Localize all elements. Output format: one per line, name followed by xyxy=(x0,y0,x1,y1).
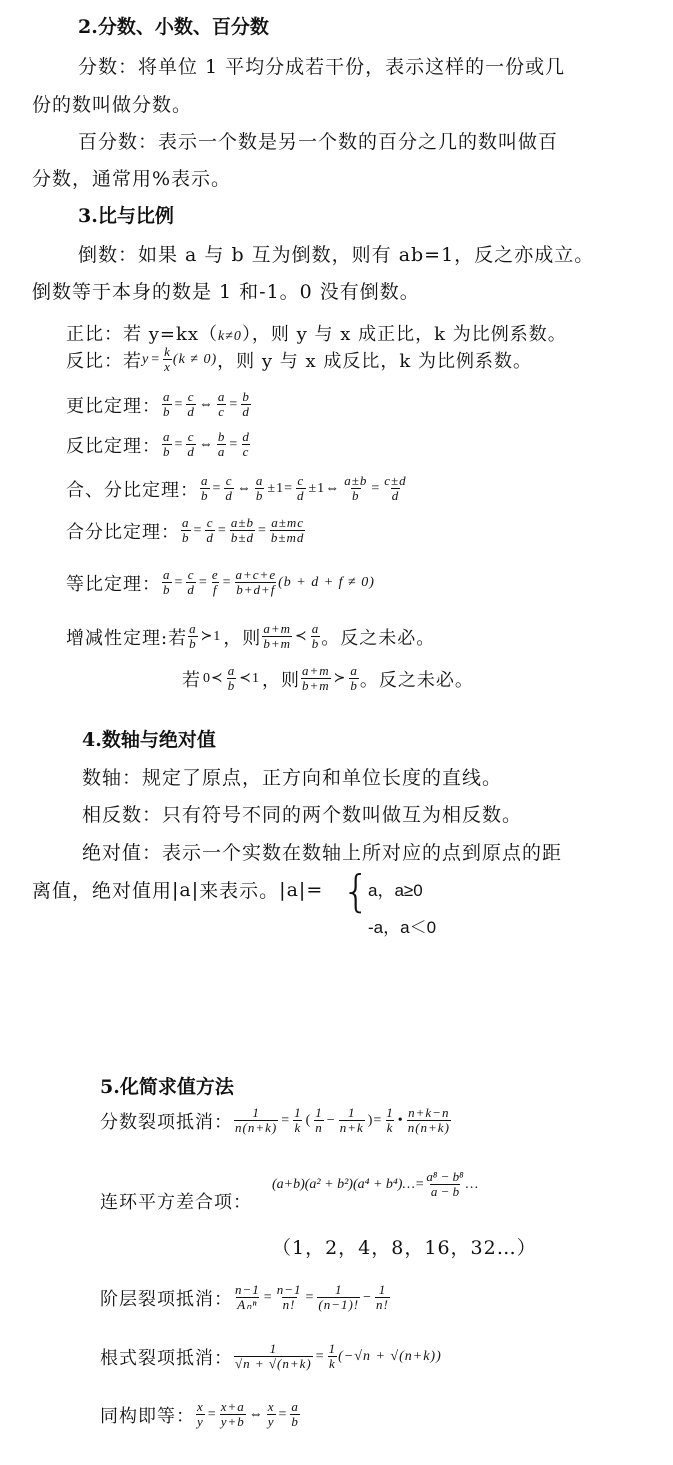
isomorphism-equality: 同构即等： $\frac{x}{y}$ = $\frac{x+a}{y+b}$ ⇔ $\frac{x}{y}$ = $\frac{a}{b}$ xyxy=(100,1399,299,1429)
monotonicity-theorem: 增减性定理:若 $\frac{a}{b}$ ≻1 ，则 $\frac{a+m}{b+m}$ ≺ $\frac{a}{b}$ 。反之未必。 xyxy=(66,621,436,651)
fraction-definition-line1: 分数：将单位 1 平均分成若干份，表示这样的一份或几 xyxy=(78,56,566,78)
abs-case-negative: -a，a＜0 xyxy=(368,918,437,937)
radical-splitting: 根式裂项抵消： $\frac{1}{√n + √(n+k)}$ = $\frac{1}{k}$ (−√n + √(n+k)) xyxy=(100,1341,442,1371)
direct-proportion: 正比：若 y=kx（k≠0），则 y 与 x 成正比，k 为比例系数。 xyxy=(66,324,567,345)
percent-definition-line2: 分数，通常用%表示。 xyxy=(32,168,232,190)
power-sequence: （1，2，4，8，16，32…） xyxy=(272,1237,537,1259)
absolute-value-line2: 离值，绝对值用 | a | 来表示。 | a | = xyxy=(32,878,324,902)
fraction-definition-line2: 份的数叫做分数。 xyxy=(32,94,193,116)
abs-case-positive: a，a≥0 xyxy=(368,881,423,900)
case-brace: { xyxy=(342,866,370,917)
diff-of-squares-formula: (a+b)(a² + b²)(a⁴ + b⁴)…= $\frac{\text{a⁸ − b⁸}}{a - b}$ … xyxy=(272,1169,479,1199)
reciprocal-line2: 倒数等于本身的数是 1 和-1。0 没有倒数。 xyxy=(32,281,420,303)
componendo-theorem: 合分比定理： $\frac{a}{b}$ = $\frac{c}{d}$ = $\frac{a\pm b}{b\pm d}$ = $\frac{a\pm mc}{b\pm md}$ xyxy=(66,515,305,545)
absolute-value-line1: 绝对值：表示一个实数在数轴上所对应的点到原点的距 xyxy=(82,842,563,864)
diff-of-squares-label: 连环平方差合项： xyxy=(100,1192,252,1213)
section-4-title: 4.数轴与绝对值 xyxy=(82,729,216,751)
section-2-title: 2.分数、小数、百分数 xyxy=(78,16,269,38)
percent-definition-line1: 百分数：表示一个数是另一个数的百分之几的数叫做百 xyxy=(78,131,559,153)
monotonicity-theorem-case2: 若 0≺ $\frac{a}{b}$ ≺1 ，则 $\frac{a+m}{b+m}$ ≻ $\frac{a}{b}$ 。反之未必。 xyxy=(182,663,474,693)
section-5-title: 5.化简求值方法 xyxy=(100,1076,234,1098)
factorial-splitting: 阶层裂项抵消： $\frac{n-1}{\text{Aₙⁿ}}$ = $\frac{n-1}{n!}$ = $\frac{1}{(n-1)!}$ − $\frac{1}{n!}$ xyxy=(100,1282,389,1312)
alternendo-theorem: 更比定理： $\frac{a}{b}$ = $\frac{c}{d}$ ⇔ $\frac{a}{c}$ = $\frac{b}{d}$ xyxy=(66,389,250,419)
equal-ratio-theorem: 等比定理： $\frac{a}{b}$ = $\frac{c}{d}$ = $\frac{e}{f}$ = $\frac{a+c+e}{b+d+f}$ (b + d + f ≠ 0) xyxy=(66,567,375,597)
componendo-dividendo-theorem: 合、分比定理： $\frac{a}{b}$ = $\frac{c}{d}$ ⇔ $\frac{a}{b}$ ±1= $\frac{c}{d}$ ±1⇔ $\frac{a\pm b}{b}$ = $\frac{c\pm d}{d}$ xyxy=(66,473,407,503)
invertendo-theorem: 反比定理： $\frac{a}{b}$ = $\frac{c}{d}$ ⇔ $\frac{b}{a}$ = $\frac{d}{c}$ xyxy=(66,429,250,459)
reciprocal-line1: 倒数：如果 a 与 b 互为倒数，则有 ab=1，反之亦成立。 xyxy=(78,244,595,266)
fraction-splitting: 分数裂项抵消： $\frac{1}{n(n+k)}$ = $\frac{1}{k}$ ( $\frac{1}{n}$ − $\frac{1}{n+k}$ )= $\frac{1}{k}$ • $\frac{n+k-n}{n(n+k)}$ xyxy=(100,1105,450,1135)
opposite-number-definition: 相反数：只有符号不同的两个数叫做互为相反数。 xyxy=(82,804,523,826)
inverse-proportion: 反比：若 y = $\frac{k}{x}$ (k ≠ 0) ，则 y 与 x 成反比，k 为比例系数。 xyxy=(66,344,532,374)
section-3-title: 3.比与比例 xyxy=(78,205,174,227)
number-axis-definition: 数轴：规定了原点，正方向和单位长度的直线。 xyxy=(82,767,503,789)
